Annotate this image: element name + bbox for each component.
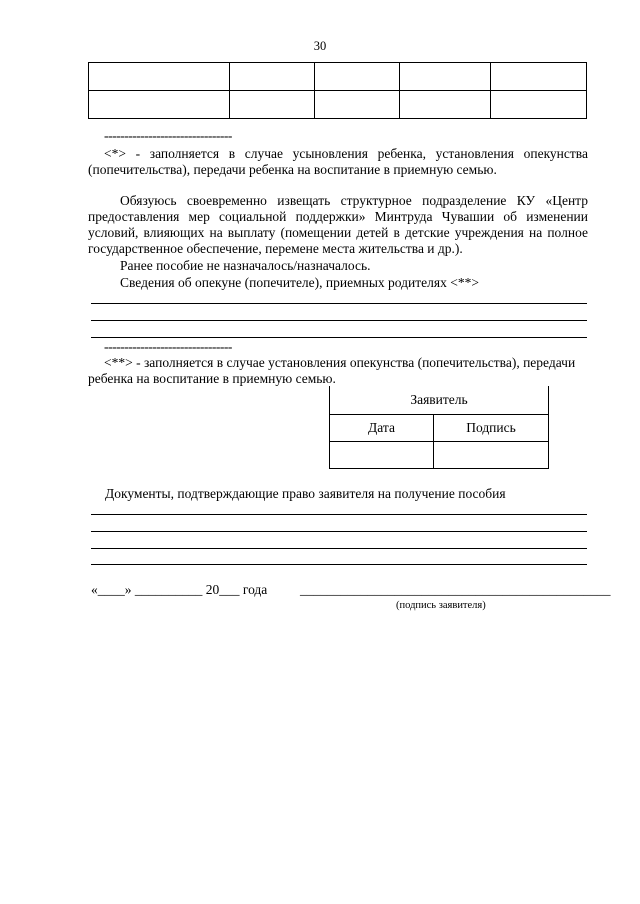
documents-line (91, 564, 587, 565)
applicant-header: Заявитель (330, 386, 549, 415)
date-cell (330, 442, 434, 469)
table-cell (230, 63, 315, 91)
table-row (89, 63, 587, 91)
signature-caption: (подпись заявителя) (396, 600, 486, 611)
date-column-header: Дата (330, 415, 434, 442)
page-number: 30 (313, 39, 327, 53)
footnote-separator: -------------------------------- (104, 128, 232, 143)
table-cell (89, 91, 230, 119)
footnote-2: <**> - заполняется в случае установления опекунства (попечительства), передачи ребенка на воспитание в приемную семью. (88, 355, 576, 386)
table-row (89, 91, 587, 119)
table-cell (315, 63, 400, 91)
guardian-info-line (91, 320, 587, 321)
table-cell (400, 63, 491, 91)
table-cell (400, 91, 491, 119)
documents-line (91, 548, 587, 549)
table-cell (491, 91, 587, 119)
data-table (88, 62, 587, 119)
table-cell (315, 91, 400, 119)
guardian-info-label: Сведения об опекуне (попечителе), приемных родителях <**> (120, 275, 479, 290)
signature-line: ______________________________________________ (300, 582, 611, 597)
signature-column-header: Подпись (434, 415, 549, 442)
obligation-paragraph: Обязуюсь своевременно извещать структурное подразделение КУ «Центр предоставления мер социальной поддержки» Минтруда Чувашии об изменении условий, влияющих на выплату (помещении детей в детские учреждения на полное государственное обеспечение, перемене места жительства и др.). (88, 193, 588, 256)
guardian-info-line (91, 303, 587, 304)
table-cell (491, 63, 587, 91)
footnote-1: <*> - заполняется в случае усыновления ребенка, установления опекунства (попечительства), передачи ребенка на воспитание в приемную семью. (88, 146, 588, 177)
table-cell (89, 63, 230, 91)
guardian-info-line (91, 337, 587, 338)
applicant-table (329, 386, 549, 469)
documents-line (91, 531, 587, 532)
footnote-separator: -------------------------------- (104, 339, 232, 354)
documents-label: Документы, подтверждающие право заявителя на получение пособия (105, 486, 506, 501)
table-cell (230, 91, 315, 119)
documents-line (91, 514, 587, 515)
benefit-status: Ранее пособие не назначалось/назначалось. (120, 258, 371, 273)
signature-cell (434, 442, 549, 469)
date-line: «____» __________ 20___ года (91, 582, 268, 597)
